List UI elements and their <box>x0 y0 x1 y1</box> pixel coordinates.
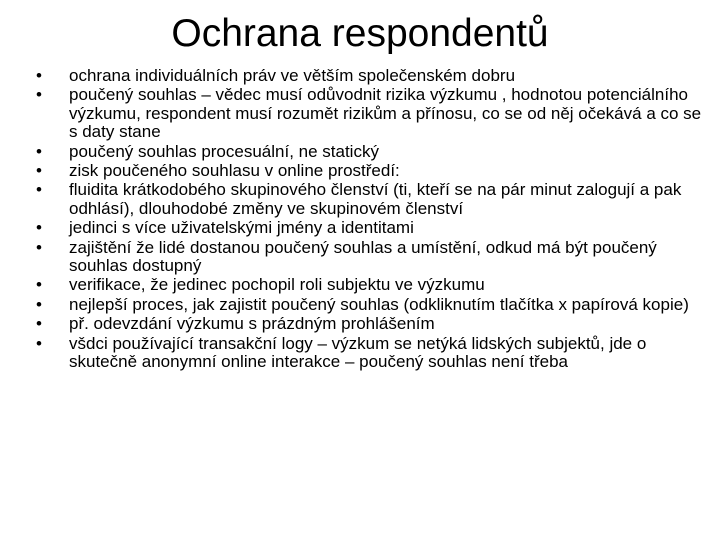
list-item <box>33 143 705 161</box>
list-item-text: jedinci s více uživatelskými jmény a identitami <box>69 218 414 238</box>
bullet-list <box>33 67 705 373</box>
list-item <box>33 67 705 85</box>
bullet-icon: • <box>36 218 42 238</box>
bullet-icon: • <box>36 85 42 105</box>
list-item <box>33 296 705 314</box>
bullet-icon: • <box>36 141 42 161</box>
bullet-icon: • <box>36 333 42 353</box>
bullet-icon: • <box>36 180 42 200</box>
list-item-text: fluidita krátkodobého skupinového členství (ti, kteří se na pár minut zalogují a pak odhlásí), dlouhodobé změny ve skupinovém členství <box>69 180 682 218</box>
bullet-icon: • <box>36 237 42 257</box>
list-item <box>33 181 705 218</box>
bullet-icon: • <box>36 66 42 85</box>
bullet-icon: • <box>36 275 42 295</box>
list-item <box>33 315 705 333</box>
list-item-text: poučený souhlas procesuální, ne statický <box>69 141 379 161</box>
list-item <box>33 86 705 141</box>
list-item-text: zajištění že lidé dostanou poučený souhlas a umístění, odkud má být poučený souhlas dostupný <box>69 237 657 276</box>
list-item <box>33 162 705 180</box>
list-item-text: ochrana individuálních práv ve větším společenském dobru <box>69 66 516 85</box>
bullet-icon: • <box>36 314 42 334</box>
bullet-icon: • <box>36 161 42 181</box>
list-item-text: př. odevzdání výzkumu s prázdným prohlášením <box>69 314 435 334</box>
list-item-text: všdci používající transakční logy – výzkum se netýká lidských subjektů, jde o skutečně anonymní online interakce – poučený souhlas není třeba <box>69 333 647 372</box>
list-item <box>33 335 705 372</box>
bullet-icon: • <box>36 294 42 314</box>
list-item <box>33 276 705 294</box>
slide-title: Ochrana respondentů <box>171 12 549 55</box>
list-item-text: poučený souhlas – vědec musí odůvodnit rizika výzkumu , hodnotou potenciálního výzkumu, respondent musí rozumět rizikům a přínosu, co se od něj očekává a co se s daty stane <box>69 85 702 142</box>
list-item-text: verifikace, že jedinec pochopil roli subjektu ve výzkumu <box>69 275 485 295</box>
list-item <box>33 219 705 237</box>
list-item <box>33 239 705 276</box>
list-item-text: zisk poučeného souhlasu v online prostředí: <box>69 161 400 181</box>
list-item-text: nejlepší proces, jak zajistit poučený souhlas (odkliknutím tlačítka x papírová kopie) <box>69 294 689 314</box>
